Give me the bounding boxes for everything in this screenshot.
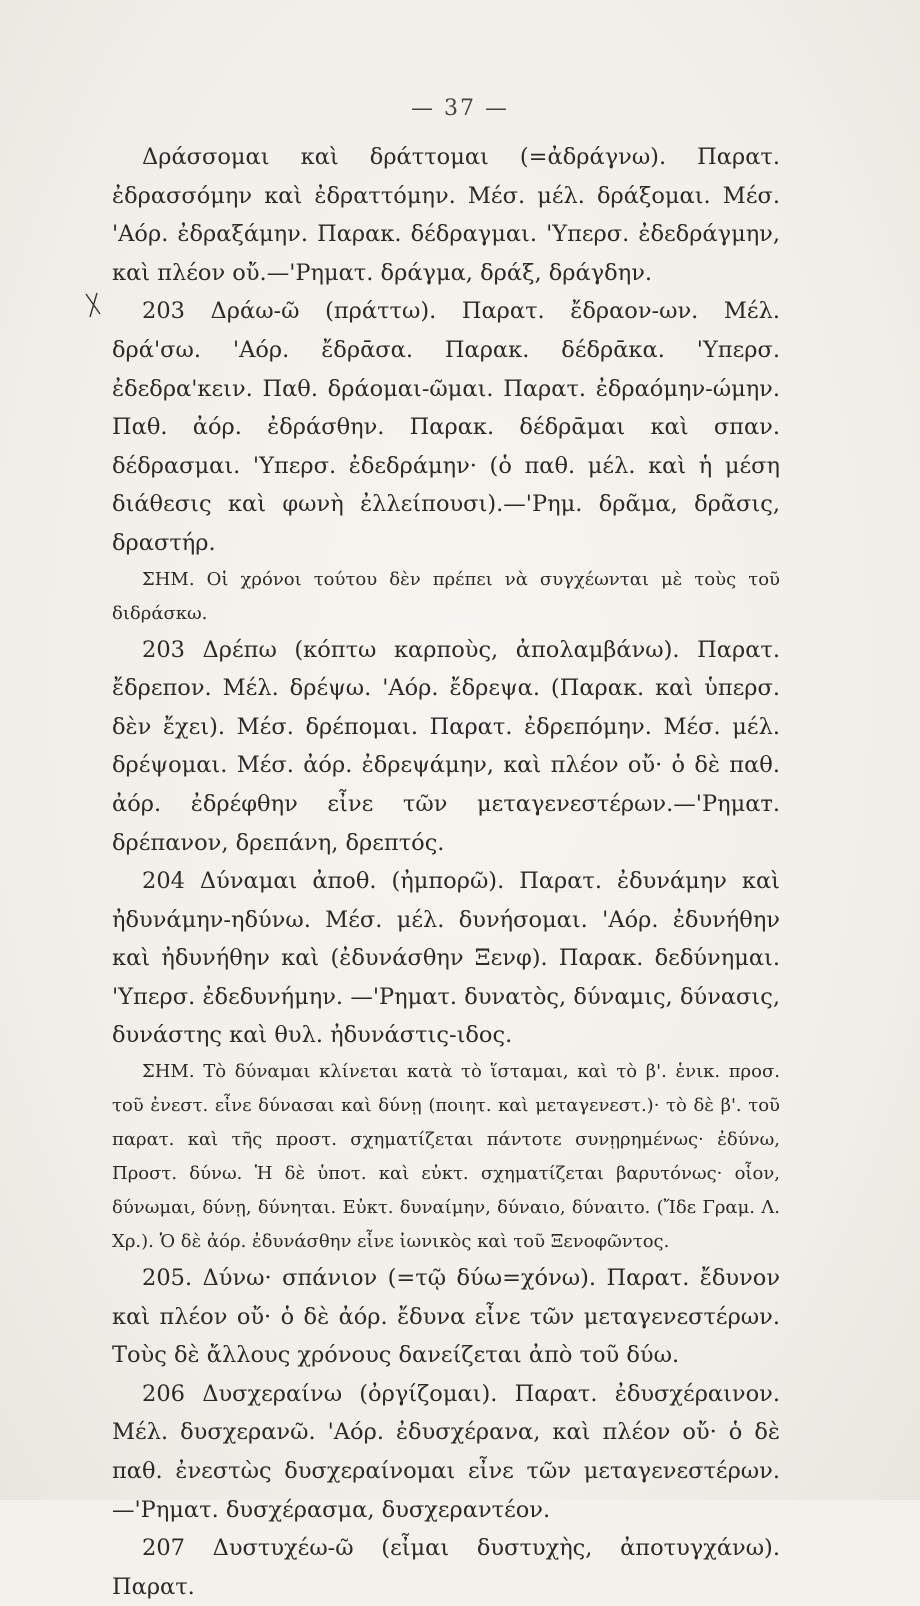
paragraph-206-dyscheraino: 206 Δυσχεραίνω (ὀργίζομαι). Παρατ. ἐδυσχέραινον. Μέλ. δυσχερανῶ. 'Αόρ. ἐδυσχέρανα, καὶ πλέον οὔ· ὁ δὲ παθ. ἐνεστὼς δυσχεραίνομαι εἶνε τῶν μεταγενεστέρων.—'Ρηματ. δυσχέρασμα, δυσχεραντέον. [112,1380,780,1523]
page-number: — 37 — [411,96,509,121]
paragraph-203-drao: 203 Δράω-ῶ (πράττω). Παρατ. ἔδραον-ων. Μέλ. δρά'σω. 'Αόρ. ἔδρᾱσα. Παρακ. δέδρᾱκα. 'Υπερσ. ἐδεδρα'κειν. Παθ. δράομαι-ῶμαι. Παρατ. ἐδραόμην-ώμην. Παθ. ἀόρ. ἐδράσθην. Παρακ. δέδρᾱμαι καὶ σπαν. δέδρασμαι. 'Υπερσ. ἐδεδράμην· (ὁ παθ. μέλ. καὶ ἡ μέση διάθεσις καὶ φωνὴ ἐλλείπουσι).—'Ρημ. δρᾶμα, δρᾶσις, δραστήρ. [112,298,780,556]
page-text [112,138,780,1606]
note-drao: ΣΗΜ. Οἱ χρόνοι τούτου δὲν πρέπει νὰ συγχέωνται μὲ τοὺς τοῦ διδράσκω. [112,568,780,624]
margin-cross-mark [82,290,104,318]
note-dynamai: ΣΗΜ. Τὸ δύναμαι κλίνεται κατὰ τὸ ἵσταμαι, καὶ τὸ β'. ἑνικ. προσ. τοῦ ἐνεστ. εἶνε δύνασαι καὶ δύνῃ (ποιητ. καὶ μεταγενεστ.)· τὸ δὲ β'. τοῦ παρατ. καὶ τῆς προστ. σχηματίζεται πάντοτε συνῃρημένως· ἐδύνω, Προστ. δύνω. Ἡ δὲ ὑποτ. καὶ εὐκτ. σχηματίζεται βαρυτόνως· οἷον, δύνωμαι, δύνῃ, δύνηται. Εὐκτ. δυναίμην, δύναιο, δύναιτο. (Ἴδε Γραμ. Λ. Χρ.). Ὁ δὲ ἀόρ. ἐδυνάσθην εἶνε ἰωνικὸς καὶ τοῦ Ξενοφῶντος. [112,1061,780,1253]
paragraph-207-dystycheo: 207 Δυστυχέω-ῶ (εἶμαι δυστυχὴς, ἀποτυγχάνω). Παρατ. [112,1535,780,1600]
paragraph-drasso: Δράσσομαι καὶ δράττομαι (=ἀδράγνω). Παρατ. ἐδρασσόμην καὶ ἐδραττόμην. Μέσ. μέλ. δράξομαι. Μέσ. 'Αόρ. ἐδραξάμην. Παρακ. δέδραγμαι. 'Υπερσ. ἐδεδράγμην, καὶ πλέον οὔ.—'Ρηματ. δράγμα, δράξ, δράγδην. [112,144,780,286]
paragraph-205-dyno: 205. Δύνω· σπάνιον (=τῷ δύω=χόνω). Παρατ. ἔδυνον καὶ πλέον οὔ· ὁ δὲ ἀόρ. ἔδυνα εἶνε τῶν μεταγενεστέρων. Τοὺς δὲ ἄλλους χρόνους δανείζεται ἀπὸ τοῦ δύω. [112,1265,780,1369]
paragraph-203-drepo: 203 Δρέπω (κόπτω καρποὺς, ἀπολαμβάνω). Παρατ. ἔδρεπον. Μέλ. δρέψω. 'Αόρ. ἔδρεψα. (Παρακ. καὶ ὑπερσ. δὲν ἔχει). Μέσ. δρέπομαι. Παρατ. ἐδρεπόμην. Μέσ. μέλ. δρέψομαι. Μέσ. ἀόρ. ἐδρεψάμην, καὶ πλέον οὔ· ὁ δὲ παθ. ἀόρ. ἐδρέφθην εἶνε τῶν μεταγενεστέρων.—'Ρημαт. δρέπανον, δρεπάνη, δρεπτός. [112,636,780,856]
paragraph-204-dynamai: 204 Δύναμαι ἀποθ. (ἠμπορῶ). Παρατ. ἐδυνάμην καὶ ἠδυνάμην-ηδύνω. Μέσ. μέλ. δυνήσομαι. 'Αόρ. ἐδυνήθην καὶ ἠδυνήθην καὶ (ἐδυνάσθην Ξενφ). Παρακ. δεδύνημαι. 'Υπερσ. ἐδεδυνήμην. —'Ρηματ. δυνατὸς, δύναμις, δύνασις, δυνάστης καὶ θυλ. ἠδυνάστις-ιδος. [112,868,780,1049]
